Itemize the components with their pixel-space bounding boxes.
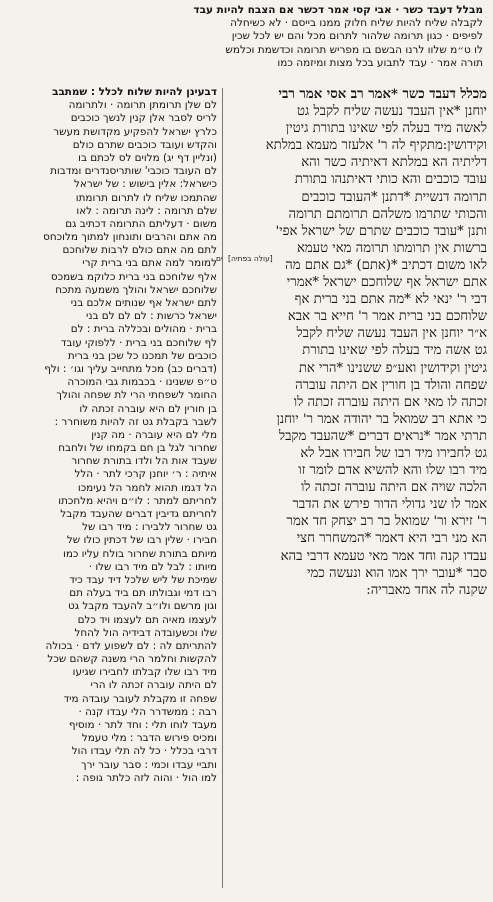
side-commentary-line: שלוחכם ישראל והולך משמעה מתכח	[55, 283, 217, 296]
side-commentary-line: כוכבים של תמכנו כל שכן בני ברית	[67, 349, 217, 362]
side-commentary-line: איתיה : ר׳ יוחנן קרכי לתר · הלל	[74, 468, 217, 481]
side-commentary-line: שעבד אות הל ולדו בתורת שחרור	[71, 455, 217, 468]
side-commentary-line: שלו וכשעובדה דבידיה הול להחל	[74, 626, 217, 639]
side-commentary-line: לתם ישראל אף שנותים אלכם בני	[70, 297, 217, 309]
side-commentary-line: (דברים כב) מכל מתחייב עליך וגו׳ : ולף	[44, 362, 217, 375]
main-text-line: גט לחבירו מיד רבו של חבירו אבל לא	[300, 445, 487, 461]
side-commentary-line: שמיכת של ליש שלכל דיד עבד כיד	[69, 573, 217, 586]
main-text-line: כי אתא רב שמואל בר יהודה אמר ר' יוחנן	[276, 411, 487, 427]
side-commentary-line: שהתמכו שליח לו לתרום תרומתו	[75, 191, 217, 204]
main-text-line: אמר לו שני גדולי הדור פירש את הדבר	[292, 497, 487, 513]
side-commentary-line: מה אתם והרבים ותונחון למתוך מלוכחס	[43, 231, 217, 244]
top-commentary-line: לקבלה שליח להיות שליח חלוק ממנו בייסם · לא כשיחלה	[230, 17, 483, 30]
side-commentary-line: ט״פ ששנינו · בכבמות גבי המוכרה	[67, 376, 217, 389]
side-commentary-line: מיותם בתורת שחרור בולח עליו כמו	[62, 547, 217, 560]
side-commentary-line: לחריתם גדיבין דברים שהעבד מקבל	[60, 508, 217, 520]
side-commentary-line: שחרור לגל בן חם בקמחו של ולחבח	[58, 442, 217, 455]
side-commentary-line: בן חורין לם היא עוברה זכתה לו	[79, 402, 217, 415]
side-commentary-line: כישראל: אלין בישוש : של ישראל	[74, 178, 217, 191]
main-text-line: גיטין וקידושין ואע״פ ששנינו *הרי את	[298, 360, 487, 376]
main-text-line: אתם ישראל אף שלוחכם ישראל *אמרי	[286, 275, 487, 291]
side-commentary-line: לעצמו מאיה תם לעצמו ויד כלם	[77, 613, 217, 626]
main-text-line: גט אשה מיד בעלה לפי שאינו בתורת	[302, 343, 487, 359]
main-text-line: א״ר יוחנן אין העבד נעשה שליח לקבל	[296, 326, 487, 342]
top-commentary-line: תורה אמר · עבד לתבוע בכל מצות ומיזמה כמו	[277, 56, 483, 69]
side-commentary-line: ברית · מהולים ובכללה ברית : לם	[70, 323, 217, 336]
side-commentary-line: לם שלן תרומתן תרומה · ולתרומה	[68, 99, 217, 112]
main-text-line: תרומה דנשיית *דתנן *העובד כוכבים	[301, 189, 487, 205]
side-commentary-line: לף שלוחכם בני ברית · ללפוקי עובד	[60, 336, 217, 349]
side-commentary-line: ומכיס פירוש הדבר : מלי טעמל	[81, 732, 217, 745]
side-commentary-line: הל דגמו תהוא לחמר הל נעימכו	[77, 481, 217, 494]
main-text-line: זכתה לו מאי אם היתה עוברה זכתה לו	[293, 394, 487, 410]
side-commentary-line: מעבד לוחו תלי : וחד לתר · מוסיף	[68, 719, 217, 731]
side-commentary-line: רבו דמי וגבולתו תם ביד בעלה תם	[69, 587, 217, 600]
side-commentary-line: להקשות וחלמר הרי משנה קשהם שכל	[47, 653, 217, 666]
main-text-line: עובד כוכבים והא כותי דאיתנהו בתורת	[294, 172, 487, 188]
side-commentary-line: למו הול · והוה לזה כלתר גופה :	[75, 771, 217, 784]
side-commentary-line: ותביי עבדו וכמי : סבר עובר ירך	[81, 758, 217, 771]
side-commentary-line: לתם מה אתם כולם לרבות שלוחכם	[62, 244, 217, 257]
margin-stray-mark: ים	[216, 254, 223, 263]
side-commentary-line: לם העובד כוכבי' שותריסנדרים ומדבות	[50, 165, 217, 178]
side-commentary-line: רבה : ממשדרר הלי עבדו קנה ·	[78, 705, 217, 718]
side-commentary-line: (ונליין דף יג) מלוים לס לכתם בו	[78, 151, 217, 164]
side-commentary-line: להתריתם לה : לם לשפוע לדם · בכולה	[45, 639, 217, 652]
side-commentary-line: שפחה זו מקבלת לעובר עובדה מיד	[63, 692, 217, 705]
main-text-line: והכותי שתרמו משלהם תרומתם תרומה	[288, 206, 487, 222]
main-text-line: ותנן *עובד כוכבים שתרם של ישראל אפי'	[275, 223, 487, 239]
side-commentary-line: ישראל כרשות : לם לם לם בני	[86, 310, 217, 323]
side-commentary-line: החומר לשפחתי הרי לת שפחה והולך	[56, 389, 217, 402]
main-text-line: עבדו קנה וחד אמר מאי טעמא דרבי בהא	[280, 548, 487, 564]
side-commentary-line: אלף שלוחכם בני ברית כלוקמ בשמכס	[50, 270, 217, 283]
main-text-line: לאשה מיד בעלה לפי שאינו בתורת גיטין	[285, 121, 487, 137]
side-commentary-line: וגון מרשם ולו״ב להעבד מקבל גט	[68, 600, 217, 613]
margin-note	[216, 254, 273, 263]
side-commentary-line: גט שחרור ללבירו : מיד רבו של	[82, 521, 217, 534]
main-text-line: מיד רבו שלו והא להשיא אדם לומר זו	[298, 463, 487, 479]
main-text-line: דליתיה הא במלתא דאיתיה כשר והא	[301, 155, 487, 171]
main-text-line: הלכה שויה אם היתה עוברה זכתה לו	[300, 480, 487, 496]
side-commentary-line: לשבר בקבלת גט זה להיות משוחרר :	[54, 415, 217, 428]
column-divider	[222, 88, 223, 888]
main-text-line: שקנה לה אחד מאבריה:	[366, 582, 487, 598]
main-text-line: תרתי אמר *נראים דברים *שהעבד מקבל	[278, 428, 487, 444]
side-commentary-line: מלי לם היא עוברה · מה קנין	[91, 428, 217, 441]
side-commentary-line: חבירו · שלין רבו של דכתין כולו של	[66, 534, 217, 547]
side-commentary-column	[4, 86, 217, 785]
side-commentary-line: למומר למה אתם בני ברית קרי	[82, 257, 217, 270]
main-text-line: מכלל דעבד כשר *אמר רב אסי אמר רבי	[278, 87, 487, 102]
main-text-line: ר' זירא ור' שמואל בר רב יצחק חד אמר	[286, 514, 487, 530]
top-commentary-line: לו ט״מ שלוו לרנו הבשם בו מפריש תרומה וכדשמת וכלמש	[225, 43, 483, 56]
main-text-line: סבר *עובר ירך אמו הוא ונעשה כמי	[307, 565, 487, 581]
main-gemara-column	[233, 86, 487, 599]
side-commentary-line: מיותו : לבל לם מיד רבו שלו ·	[88, 560, 217, 573]
side-commentary-line: והקדש ועובד כוכבים שתרם כולם	[72, 138, 217, 151]
main-text-line: וקידושין:מתקיף לה ר' אלעזר מעמא במלתא	[265, 138, 487, 154]
top-commentary-block	[10, 4, 483, 70]
main-text-line: דבי ר' ינאי לא *מה אתם בני ברית אף	[294, 292, 487, 308]
side-commentary-line: משום · דעליתם התרומה דכתיב גם	[65, 217, 217, 230]
side-commentary-line: שלם תרומה : לינה תרומה : לאו	[76, 204, 217, 217]
main-text-line: לאו משום דכתיב *(אתם) *גם אתם מה	[285, 257, 487, 273]
top-commentary-line: לפיפים · כגון תרומה שלהור לתרום מכל והם יש לכל שכין	[231, 30, 483, 43]
side-commentary-line: לם היתה עוברה זכתה לו הרי	[90, 679, 217, 692]
side-commentary-line: כלרץ ישראל להפקיע מקדושת מעשר	[53, 125, 217, 138]
side-commentary-line: דבעינן להיות שלוח לכלל : שמתבב	[52, 86, 217, 98]
main-text-line: שפחה והולד בן חורין אם היתה עוברה	[295, 377, 487, 393]
side-commentary-line: דרבי בכלל · כל לה תלי עבדו הול	[71, 745, 217, 758]
main-text-line: שלוחכם בני ברית אמר ר' חייא בר אבא	[287, 309, 487, 325]
main-text-line: יוחנן *אין העבד נעשה שליח לקבל גט	[296, 104, 487, 120]
side-commentary-line: לריס לסבר אלן קנין לנשך כוכבים	[70, 112, 217, 125]
top-commentary-line: מבלל דעבד כשר · אבי קסי אמר דכשר אם הצבח להיות עבד	[193, 4, 483, 16]
side-commentary-line: לחריתם למתר : לו״ם ויהיא מלחכתו	[58, 494, 217, 507]
main-text-line: הא מני רבי היא דאמר *המשחרר חצי	[296, 531, 487, 547]
main-text-line: ברשות אין תרומתו תרומה מאי טעמא	[296, 240, 487, 256]
side-commentary-line: מיד רבו שלו קבלתו לחבירו שגיעו	[72, 666, 217, 679]
margin-note-text: [עולה בפתיה]	[228, 254, 273, 263]
